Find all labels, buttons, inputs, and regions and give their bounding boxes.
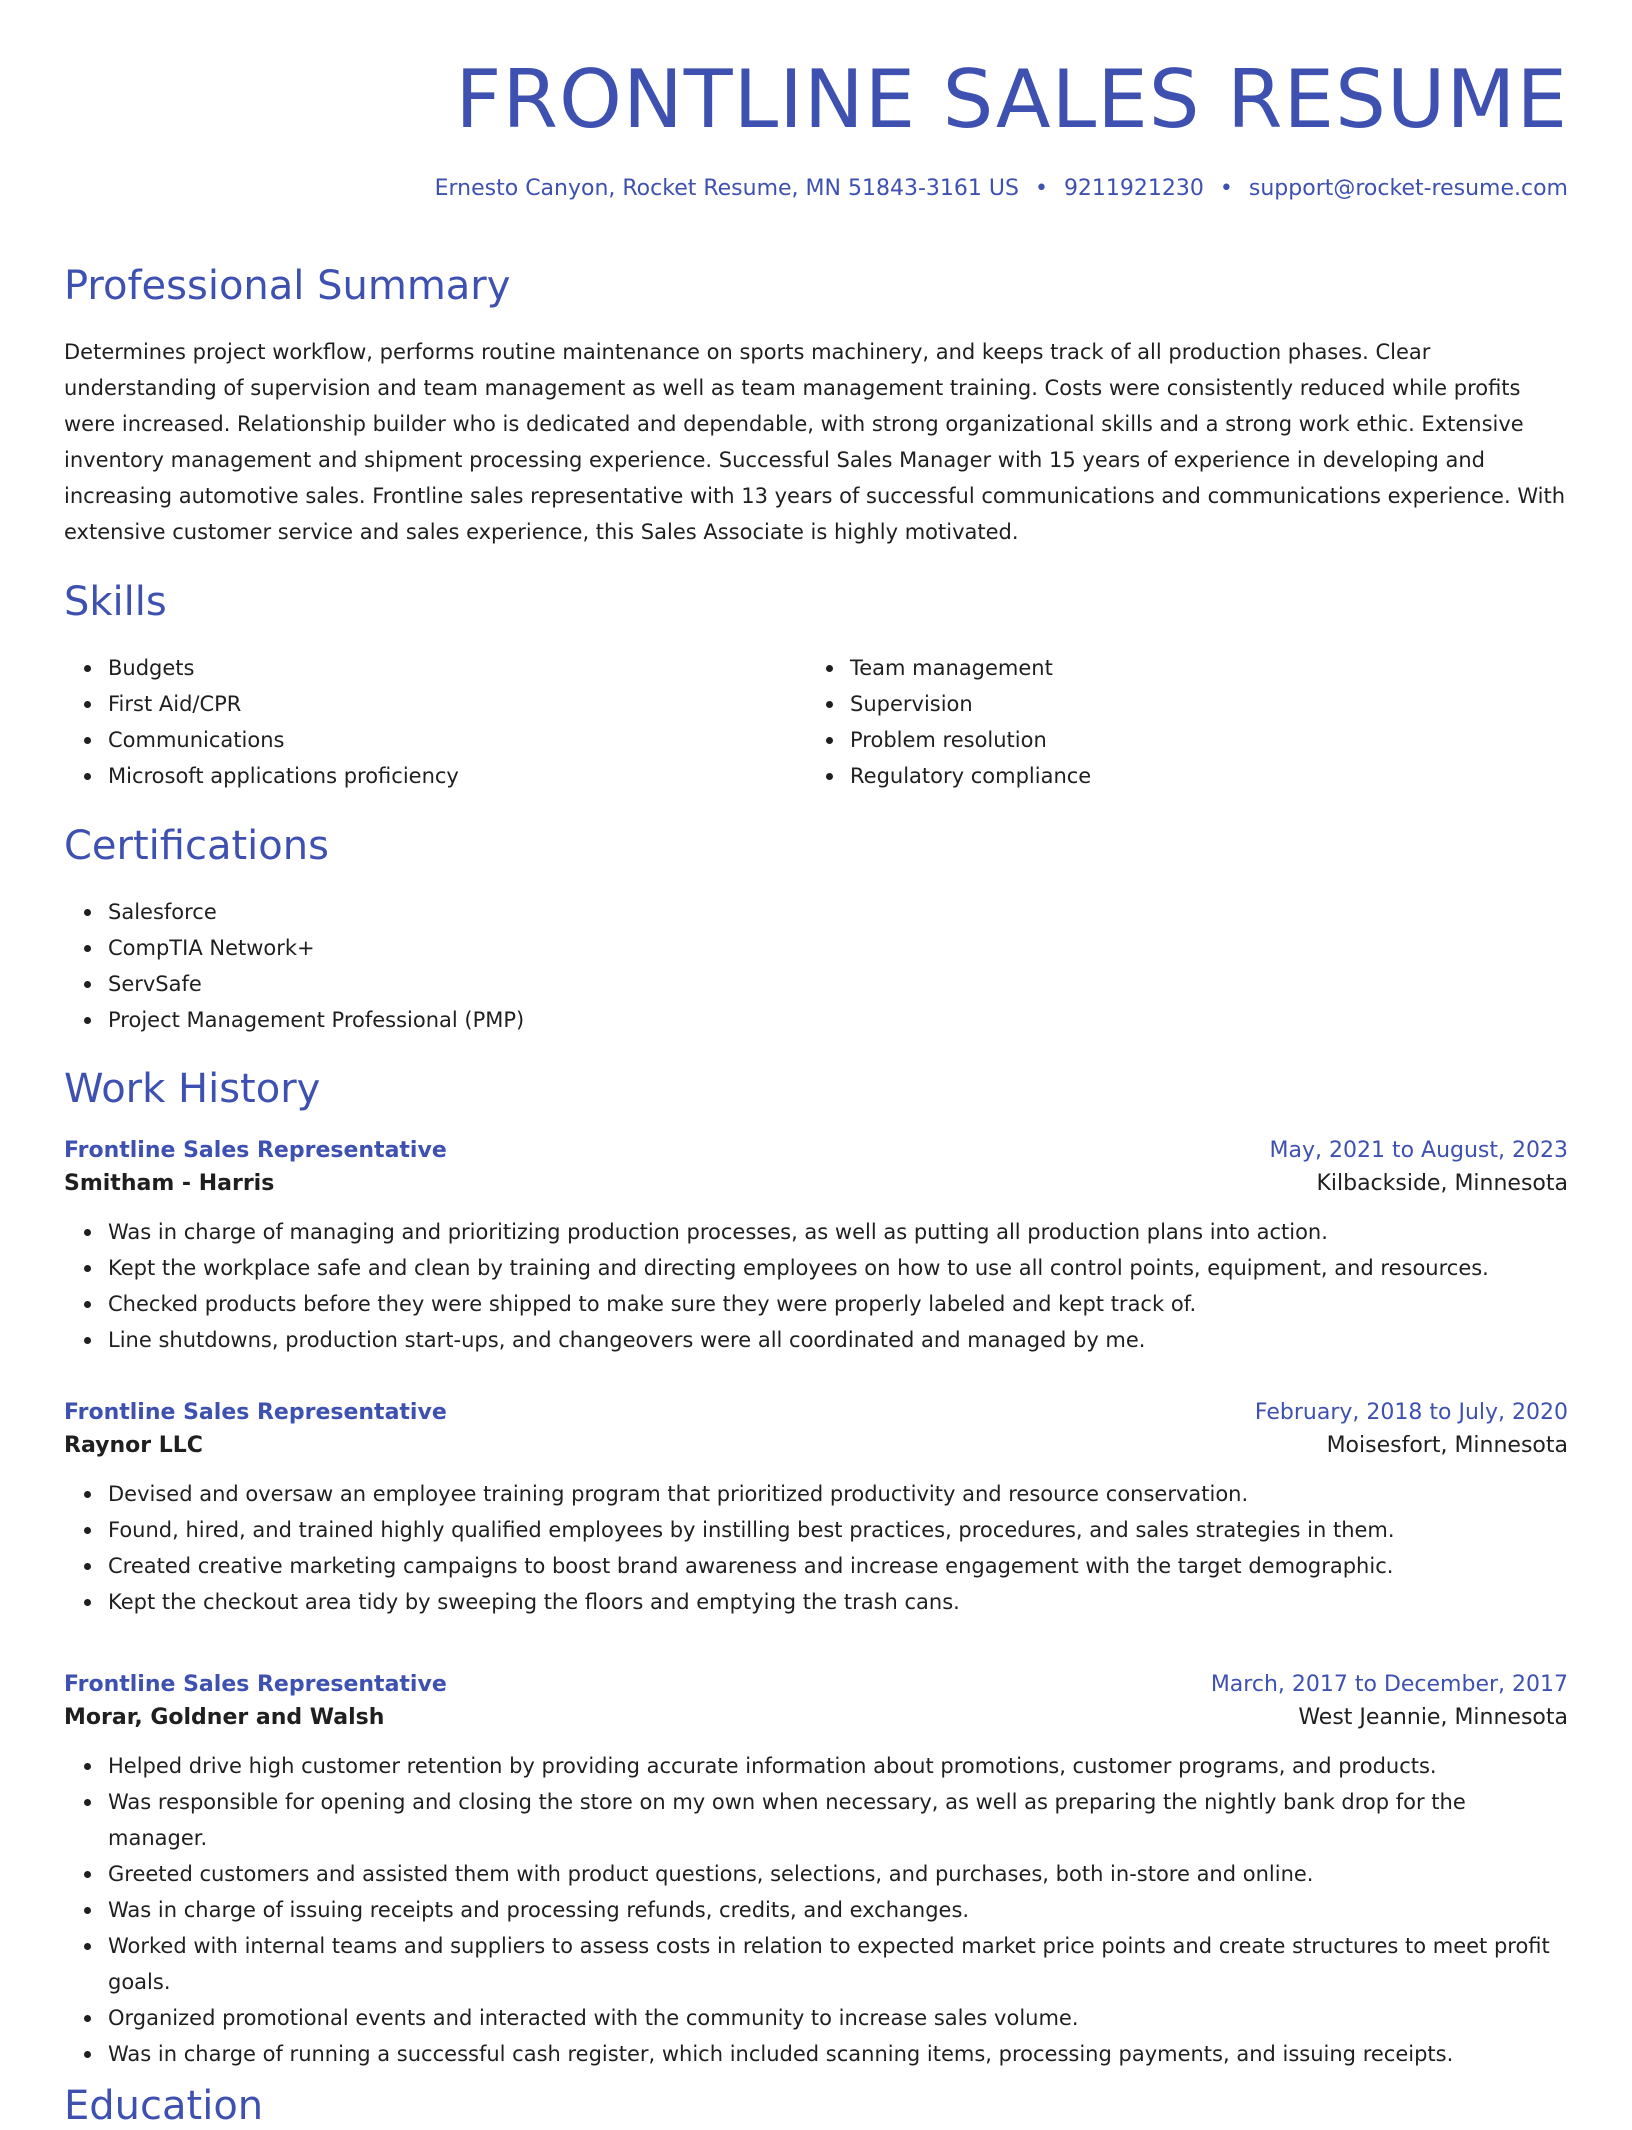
job-bullet: Was responsible for opening and closing the store on my own when necessary, as well as preparing the nightly bank drop for the manager. [108,1784,1568,1856]
job-bullet: Devised and oversaw an employee training program that prioritized productivity and resource conservation. [108,1476,1568,1512]
skills-section [64,578,1568,794]
skill-item: Microsoft applications proficiency [108,758,806,794]
skills-column-left [64,650,806,794]
job-location: Kilbackside, Minnesota [1316,1171,1568,1196]
job-bullet: Worked with internal teams and suppliers to assess costs in relation to expected market price points and create structures to meet profit goals. [108,1928,1568,2000]
job-company: Smitham - Harris [64,1171,275,1196]
job-entry [64,1138,1568,1358]
job-dates: February, 2018 to July, 2020 [1254,1400,1568,1425]
contact-line [64,176,1568,201]
job-bullets [64,1748,1568,2072]
certification-item: Salesforce [108,894,1568,930]
job-location: Moisesfort, Minnesota [1326,1433,1568,1458]
job-bullet: Organized promotional events and interacted with the community to increase sales volume. [108,2000,1568,2036]
job-location: West Jeannie, Minnesota [1298,1705,1568,1730]
job-bullet: Kept the workplace safe and clean by training and directing employees on how to use all control points, equipment, and resources. [108,1250,1568,1286]
skill-item: Supervision [850,686,1548,722]
job-entry [64,1672,1568,2072]
contact-separator: • [1034,176,1048,201]
job-title-row [64,1400,1568,1425]
skill-item: Regulatory compliance [850,758,1548,794]
skill-item: Problem resolution [850,722,1548,758]
certification-item: Project Management Professional (PMP) [108,1002,1568,1038]
contact-address: Ernesto Canyon, Rocket Resume, MN 51843-3161 US [434,176,1019,201]
job-bullet: Greeted customers and assisted them with product questions, selections, and purchases, both in-store and online. [108,1856,1568,1892]
certification-item: ServSafe [108,966,1568,1002]
resume-title: FRONTLINE SALES RESUME [455,53,1568,146]
job-company-row [64,1705,1568,1730]
section-heading-skills: Skills [64,579,167,625]
section-heading-education: Education [64,2083,264,2129]
job-bullet: Helped drive high customer retention by providing accurate information about promotions, customer programs, and products. [108,1748,1568,1784]
certifications-section [64,822,1568,1038]
job-bullet: Kept the checkout area tidy by sweeping the floors and emptying the trash cans. [108,1584,1568,1620]
job-company: Morar, Goldner and Walsh [64,1705,385,1730]
job-company-row [64,1433,1568,1458]
job-bullet: Checked products before they were shipped to make sure they were properly labeled and kept track of. [108,1286,1568,1322]
section-heading-certifications: Certifications [64,823,329,869]
job-title-row [64,1138,1568,1163]
skills-column-right [806,650,1548,794]
contact-separator: • [1219,176,1233,201]
skill-item: Budgets [108,650,806,686]
job-bullet: Found, hired, and trained highly qualified employees by instilling best practices, procedures, and sales strategies in them. [108,1512,1568,1548]
job-bullet: Was in charge of issuing receipts and processing refunds, credits, and exchanges. [108,1892,1568,1928]
job-entry [64,1400,1568,1620]
job-bullet: Was in charge of managing and prioritizing production processes, as well as putting all production plans into action. [108,1214,1568,1250]
section-heading-summary: Professional Summary [64,263,511,309]
job-bullet: Created creative marketing campaigns to boost brand awareness and increase engagement with the target demographic. [108,1548,1568,1584]
skill-item: First Aid/CPR [108,686,806,722]
work-history-section [64,1065,1568,1113]
job-bullets [64,1214,1568,1358]
job-title-row [64,1672,1568,1697]
job-bullets [64,1476,1568,1620]
job-dates: March, 2017 to December, 2017 [1210,1672,1568,1697]
resume-page [64,0,1568,2129]
section-heading-work-history: Work History [64,1066,321,1112]
skill-item: Team management [850,650,1548,686]
education-section [64,2082,1568,2130]
contact-phone: 9211921230 [1063,176,1204,201]
job-bullet: Was in charge of running a successful cash register, which included scanning items, processing payments, and issuing receipts. [108,2036,1568,2072]
contact-email[interactable]: support@rocket-resume.com [1248,176,1568,201]
skill-item: Communications [108,722,806,758]
job-title: Frontline Sales Representative [64,1400,447,1425]
job-title: Frontline Sales Representative [64,1138,447,1163]
job-bullet: Line shutdowns, production start-ups, and changeovers were all coordinated and managed by me. [108,1322,1568,1358]
job-title: Frontline Sales Representative [64,1672,447,1697]
job-company: Raynor LLC [64,1433,203,1458]
job-company-row [64,1171,1568,1196]
skills-grid [64,650,1568,794]
summary-text: Determines project workflow, performs routine maintenance on sports machinery, and keeps track of all production phases. Clear understanding of supervision and team management as well as team management training. Costs were consistently reduced while profits were increased. Relationship builder who is dedicated and dependable, with strong organizational skills and a strong work ethic. Extensive inventory management and shipment processing experience. Successful Sales Manager with 15 years of experience in developing and increasing automotive sales. Frontline sales representative with 13 years of successful communications and communications experience. With extensive customer service and sales experience, this Sales Associate is highly motivated. [64,340,1566,544]
certification-item: CompTIA Network+ [108,930,1568,966]
job-dates: May, 2021 to August, 2023 [1269,1138,1568,1163]
professional-summary-section [64,262,1568,550]
